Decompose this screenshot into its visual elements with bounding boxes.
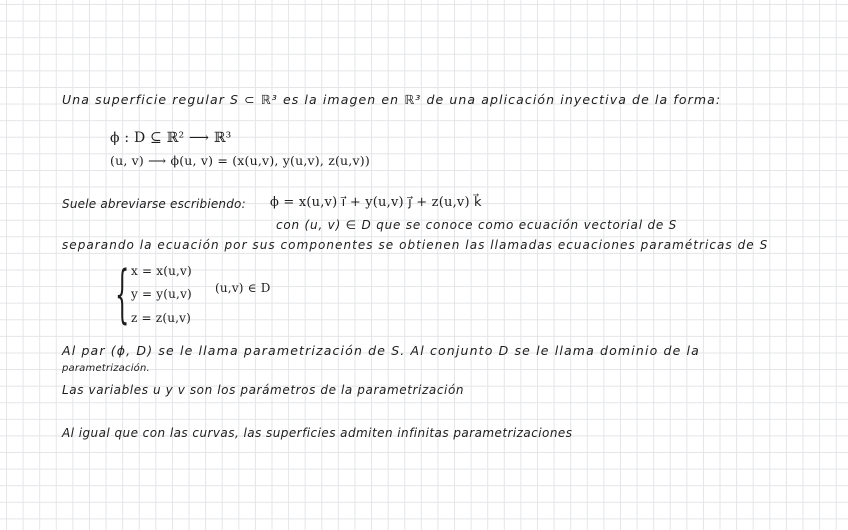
parametrization-def-line1: Al par (ϕ, D) se le llama parametrización de S. Al conjunto D se le llama dominio de la — [62, 343, 700, 358]
map-definition: ϕ : D ⊆ ℝ² ⟶ ℝ³ — [110, 130, 232, 146]
intro-text: Una superficie regular S ⊂ ℝ³ es la imagen en ℝ³ de una aplicación inyectiva de la forma: — [62, 92, 722, 107]
map-rule: (u, v) ⟶ ϕ(u, v) = (x(u,v), y(u,v), z(u,v)) — [110, 153, 370, 168]
vector-equation: ϕ = x(u,v) i⃗ + y(u,v) j⃗ + z(u,v) k⃗ — [270, 195, 482, 210]
param-y: y = y(u,v) — [131, 287, 192, 301]
parametrization-def-line2: parametrización. — [62, 363, 150, 374]
param-z: z = z(u,v) — [131, 311, 192, 325]
param-x: x = x(u,v) — [131, 264, 192, 278]
vector-lead-text: Suele abreviarse escribiendo: — [62, 197, 246, 211]
separating-text: separando la ecuación por sus componentes se obtienen las llamadas ecuaciones paramétricas de S — [62, 238, 769, 252]
vector-condition: con (u, v) ∈ D que se conoce como ecuación vectorial de S — [276, 218, 678, 232]
system-brace: { — [115, 258, 130, 331]
closing-text: Al igual que con las curvas, las superficies admiten infinitas parametrizaciones — [62, 426, 573, 440]
parameters-line: Las variables u y v son los parámetros de la parametrización — [62, 383, 465, 397]
param-domain: (u,v) ∈ D — [215, 281, 271, 295]
